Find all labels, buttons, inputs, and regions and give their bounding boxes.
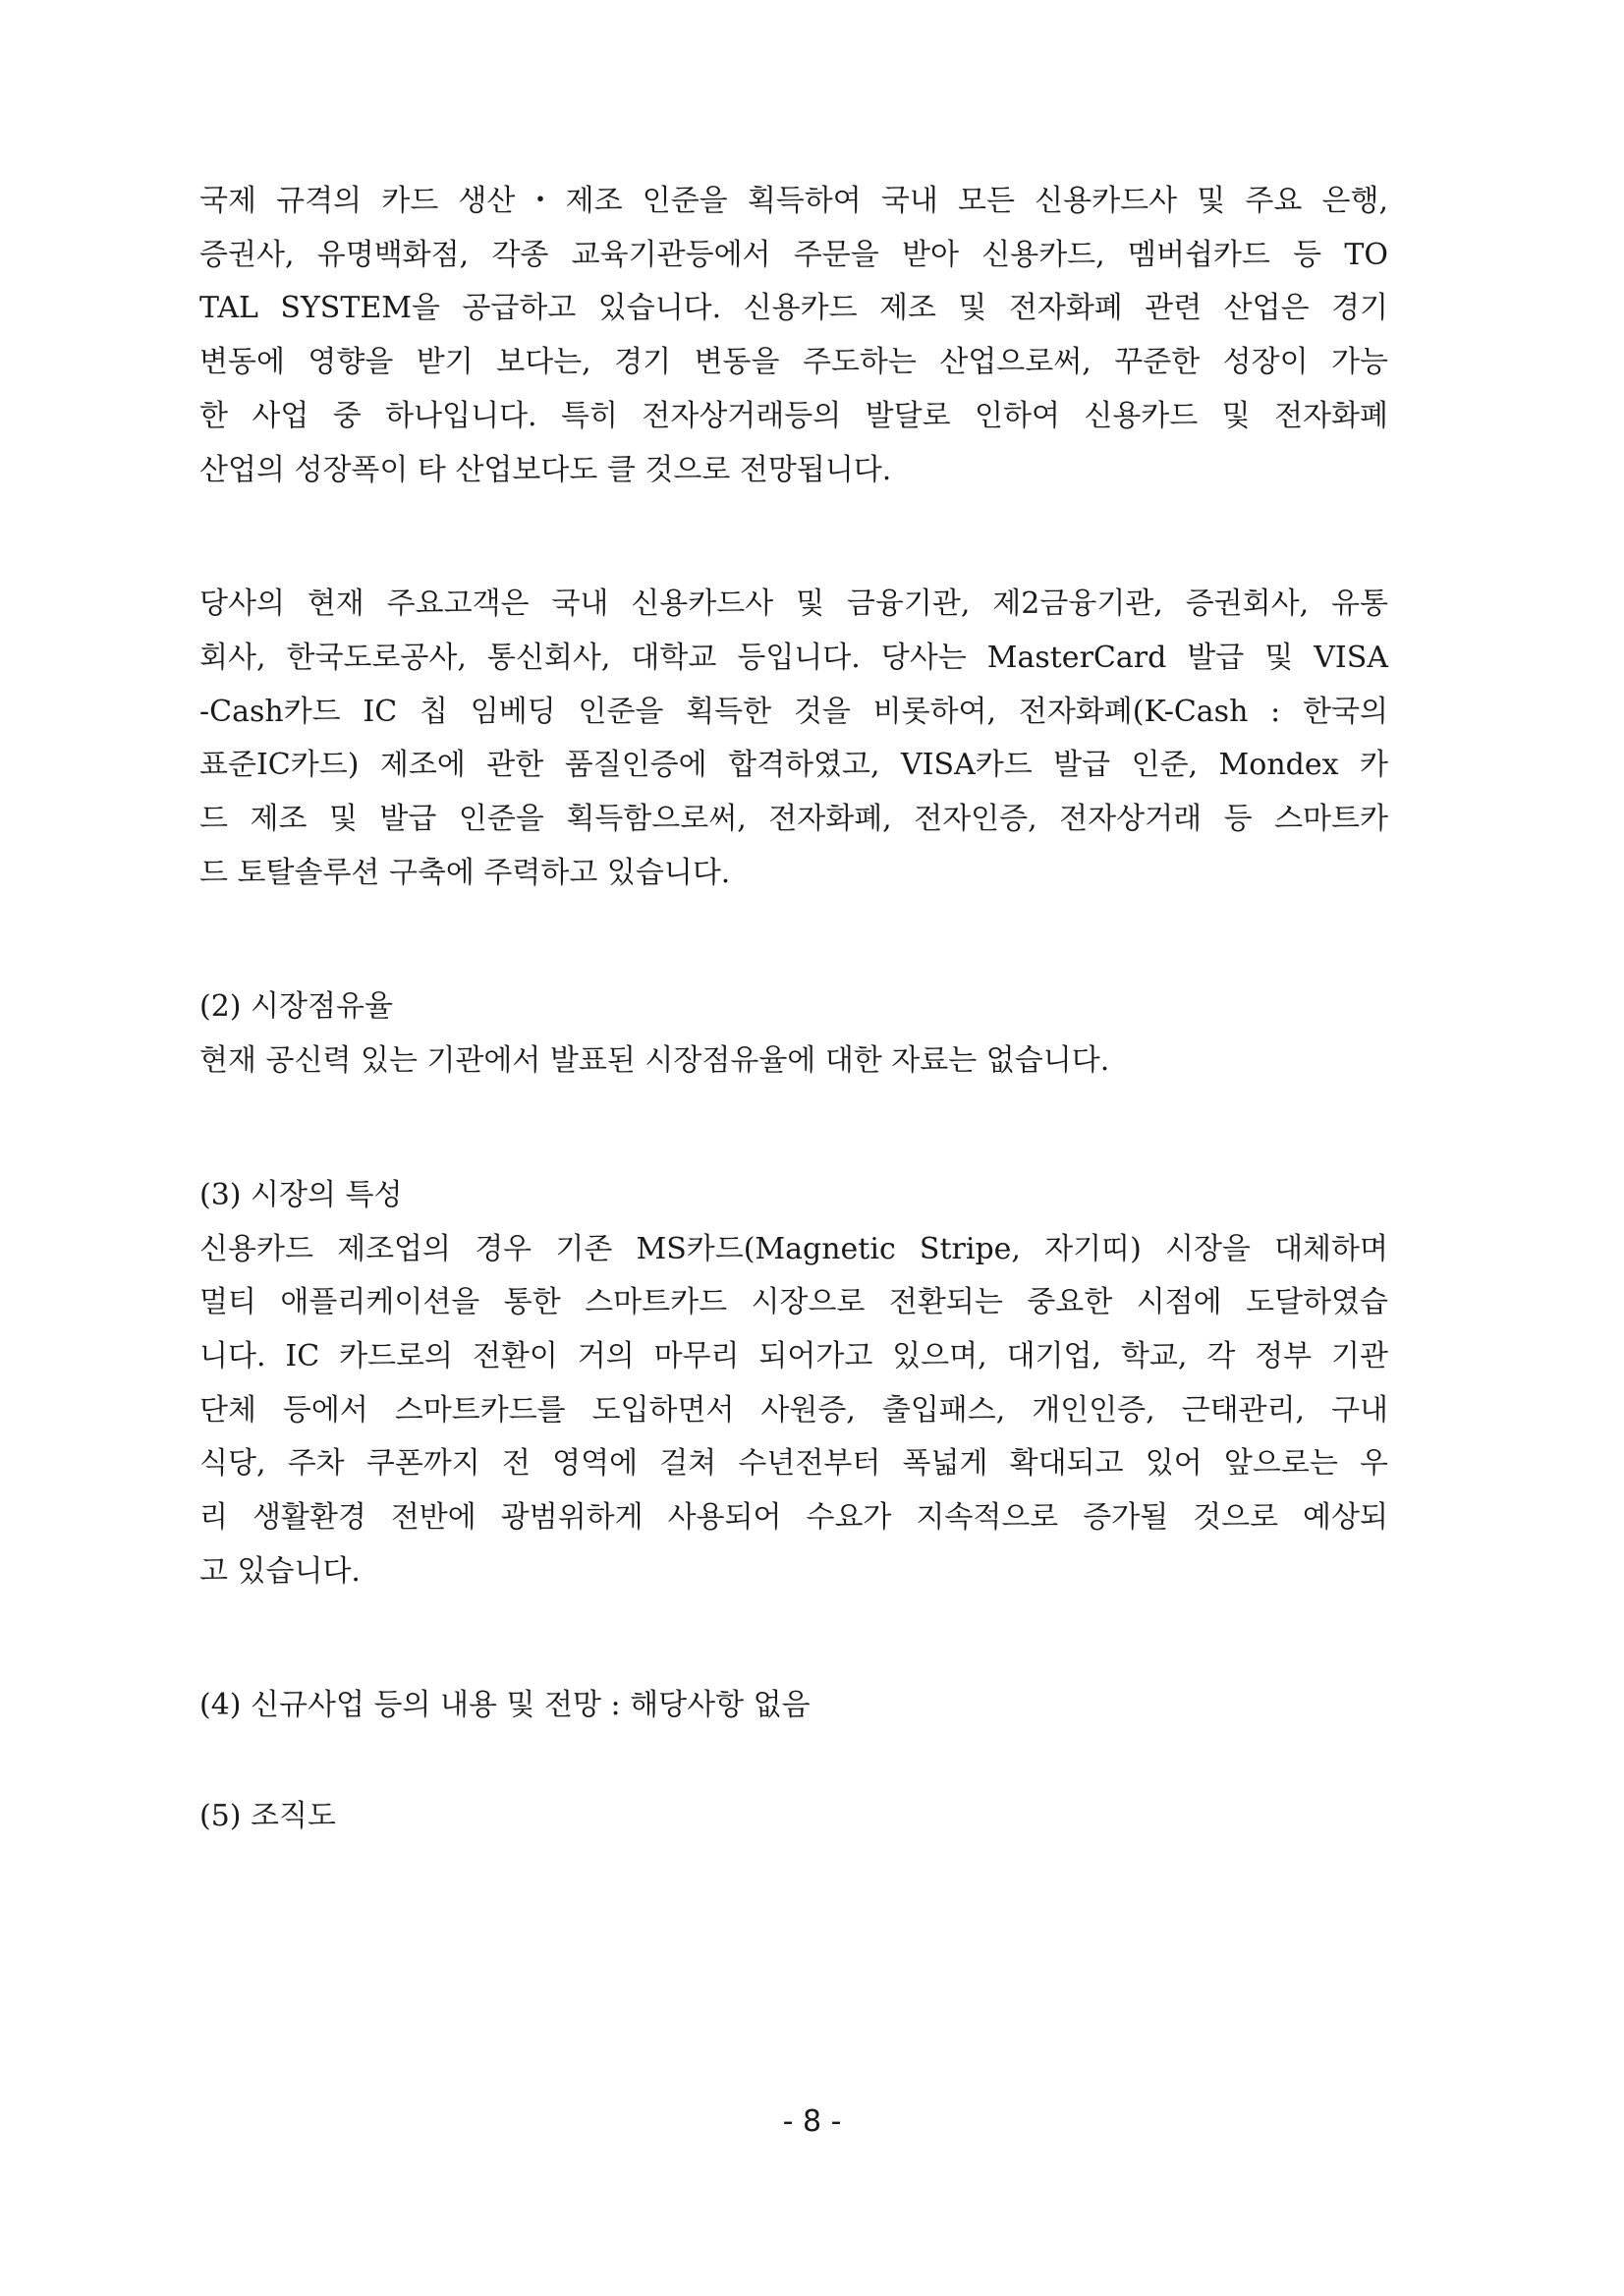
text-line: 드 제조 및 발급 인준을 획득함으로써, 전자화폐, 전자인증, 전자상거래 등 스마트카 [199, 802, 1388, 837]
text-line: 한 사업 중 하나입니다. 특히 전자상거래등의 발달로 인하여 신용카드 및 전자화폐 [199, 398, 1388, 433]
section-heading-market-characteristics: (3) 시장의 특성 [199, 1177, 403, 1212]
text-line: 드 토탈솔루션 구축에 주력하고 있습니다. [199, 855, 731, 890]
text-line: 니다. IC 카드로의 전환이 거의 마무리 되어가고 있으며, 대기업, 학교, 각 정부 기관 [199, 1338, 1388, 1373]
text-line: 멀티 애플리케이션을 통한 스마트카드 시장으로 전환되는 중요한 시점에 도달하였습 [199, 1285, 1388, 1320]
text-line: 리 생활환경 전반에 광범위하게 사용되어 수요가 지속적으로 증가될 것으로 예상되 [199, 1500, 1388, 1536]
text-line: -Cash카드 IC 칩 임베딩 인준을 획득한 것을 비롯하여, 전자화폐(K-Cash : 한국의 [199, 694, 1388, 729]
text-line: TAL SYSTEM을 공급하고 있습니다. 신용카드 제조 및 전자화폐 관련 산업은 경기 [199, 291, 1388, 326]
paragraph-business-overview [199, 175, 1388, 497]
text-line: 신용카드 제조업의 경우 기존 MS카드(Magnetic Stripe, 자기띠) 시장을 대체하며 [199, 1231, 1388, 1266]
text-line: 식당, 주차 쿠폰까지 전 영역에 걸쳐 수년전부터 폭넓게 확대되고 있어 앞으로는 우 [199, 1446, 1388, 1482]
text-line: 고 있습니다. [199, 1553, 361, 1589]
text-line: 표준IC카드) 제조에 관한 품질인증에 합격하였고, VISA카드 발급 인준, Mondex 카 [199, 748, 1388, 783]
section-heading-market-share: (2) 시장점유율 [199, 989, 393, 1025]
text-line: 당사의 현재 주요고객은 국내 신용카드사 및 금융기관, 제2금융기관, 증권회사, 유통 [199, 587, 1388, 622]
text-line: 현재 공신력 있는 기관에서 발표된 시장점유율에 대한 자료는 없습니다. [199, 1043, 1110, 1079]
text-line: 단체 등에서 스마트카드를 도입하면서 사원증, 출입패스, 개인인증, 근태관리, 구내 [199, 1392, 1388, 1428]
text-line: 회사, 한국도로공사, 통신회사, 대학교 등입니다. 당사는 MasterCard 발급 및 VISA [199, 640, 1388, 675]
document-body [199, 175, 1388, 1844]
text-line: 변동에 영향을 받기 보다는, 경기 변동을 주도하는 산업으로써, 꾸준한 성장이 가능 [199, 345, 1388, 380]
text-line: 증권사, 유명백화점, 각종 교육기관등에서 주문을 받아 신용카드, 멤버쉽카드 등 TO [199, 237, 1388, 272]
text-line: 산업의 성장폭이 타 산업보다도 클 것으로 전망됩니다. [199, 452, 892, 487]
section-heading-new-business: (4) 신규사업 등의 내용 및 전망 : 해당사항 없음 [199, 1688, 811, 1723]
paragraph-customers [199, 578, 1388, 900]
page-number: - 8 - [782, 2104, 842, 2139]
paragraph-market-share [199, 1035, 1388, 1089]
paragraph-market-characteristics [199, 1223, 1388, 1599]
section-heading-org-chart: (5) 조직도 [199, 1799, 336, 1834]
text-line: 국제 규격의 카드 생산・제조 인준을 획득하여 국내 모든 신용카드사 및 주요 은행, [199, 184, 1388, 218]
